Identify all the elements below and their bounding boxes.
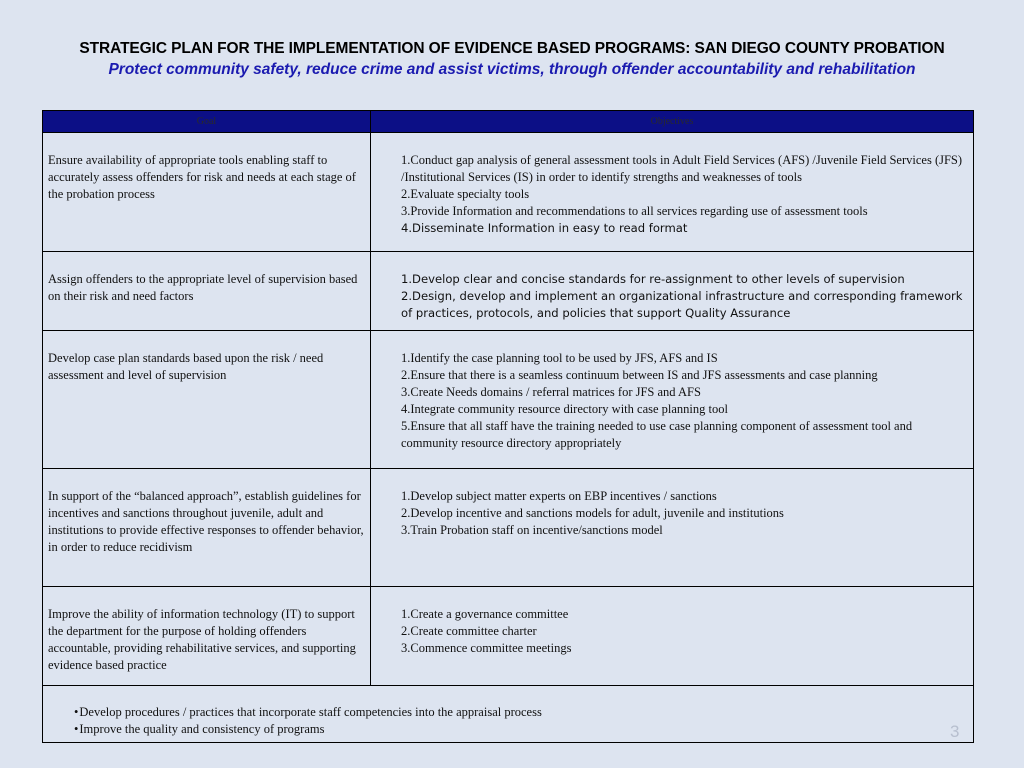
objective-item: 1.Conduct gap analysis of general assessment tools in Adult Field Services (AFS) /Juvenile Field Services (JFS) /Institutional Services (IS) in order to identify strengths and weaknesses of tools [401, 153, 963, 184]
table-row [43, 469, 974, 587]
table-row [43, 133, 974, 252]
strategic-plan-table [42, 110, 974, 743]
objectives-cell [371, 252, 974, 331]
page-title: STRATEGIC PLAN FOR THE IMPLEMENTATION OF EVIDENCE BASED PROGRAMS: SAN DIEGO COUNTY PROBATION [79, 40, 945, 57]
objective-item: 4.Integrate community resource directory with case planning tool [401, 402, 728, 416]
bullet-item: • Develop procedures / practices that incorporate staff competencies into the appraisal process [74, 704, 967, 721]
goal-cell: Improve the ability of information technology (IT) to support the department for the purpose of holding offenders accountable, providing rehabilitative services, and supporting evidence based practice [43, 587, 371, 686]
objective-item: 2.Create committee charter [401, 624, 537, 638]
objective-item: 2.Design, develop and implement an organizational infrastructure and corresponding framework of practices, protocols, and policies that support Quality Assurance [401, 289, 963, 320]
objectives-cell [371, 469, 974, 587]
objective-item: 2.Develop incentive and sanctions models for adult, juvenile and institutions [401, 506, 784, 520]
table-row [43, 252, 974, 331]
page-subtitle: Protect community safety, reduce crime and assist victims, through offender accountability and rehabilitation [108, 61, 916, 78]
goal-cell: Ensure availability of appropriate tools enabling staff to accurately assess offenders for risk and needs at each stage of the probation process [43, 133, 371, 252]
bullet-item: • Improve the quality and consistency of programs [74, 721, 967, 738]
objective-item: 1.Create a governance committee [401, 607, 569, 621]
objective-item: 1.Develop subject matter experts on EBP incentives / sanctions [401, 489, 717, 503]
objective-item: 3.Create Needs domains / referral matrices for JFS and AFS [401, 385, 701, 399]
table-row [43, 587, 974, 686]
objective-item: 2.Evaluate specialty tools [401, 187, 530, 201]
objectives-column-header: Objectives [371, 111, 974, 133]
goal-column-header: Goal [43, 111, 371, 133]
table-footer-row [43, 686, 974, 743]
objective-item: 2.Ensure that there is a seamless continuum between IS and JFS assessments and case planning [401, 368, 878, 382]
objective-item: 1.Develop clear and concise standards for re-assignment to other levels of supervision [401, 272, 905, 286]
objective-item: 5.Ensure that all staff have the training needed to use case planning component of assessment tool and community resource directory appropriately [401, 419, 913, 450]
objective-item: 3.Train Probation staff on incentive/sanctions model [401, 523, 663, 537]
objectives-cell [371, 331, 974, 469]
goal-cell: Assign offenders to the appropriate level of supervision based on their risk and need factors [43, 252, 371, 331]
table-row [43, 331, 974, 469]
goal-cell: In support of the “balanced approach”, establish guidelines for incentives and sanctions throughout juvenile, adult and institutions to provide effective responses to offender behavior, in order to reduce recidivism [43, 469, 371, 587]
objective-item: 4.Disseminate Information in easy to read format [401, 221, 688, 235]
footer-cell [43, 686, 974, 743]
objectives-cell [371, 587, 974, 686]
objectives-cell [371, 133, 974, 252]
page-number: 3 [950, 722, 960, 741]
table-header-row [43, 111, 974, 133]
goal-cell: Develop case plan standards based upon the risk / need assessment and level of supervision [43, 331, 371, 469]
objective-item: 3.Commence committee meetings [401, 641, 572, 655]
objective-item: 1.Identify the case planning tool to be used by JFS, AFS and IS [401, 351, 718, 365]
objective-item: 3.Provide Information and recommendations to all services regarding use of assessment tools [401, 204, 868, 218]
